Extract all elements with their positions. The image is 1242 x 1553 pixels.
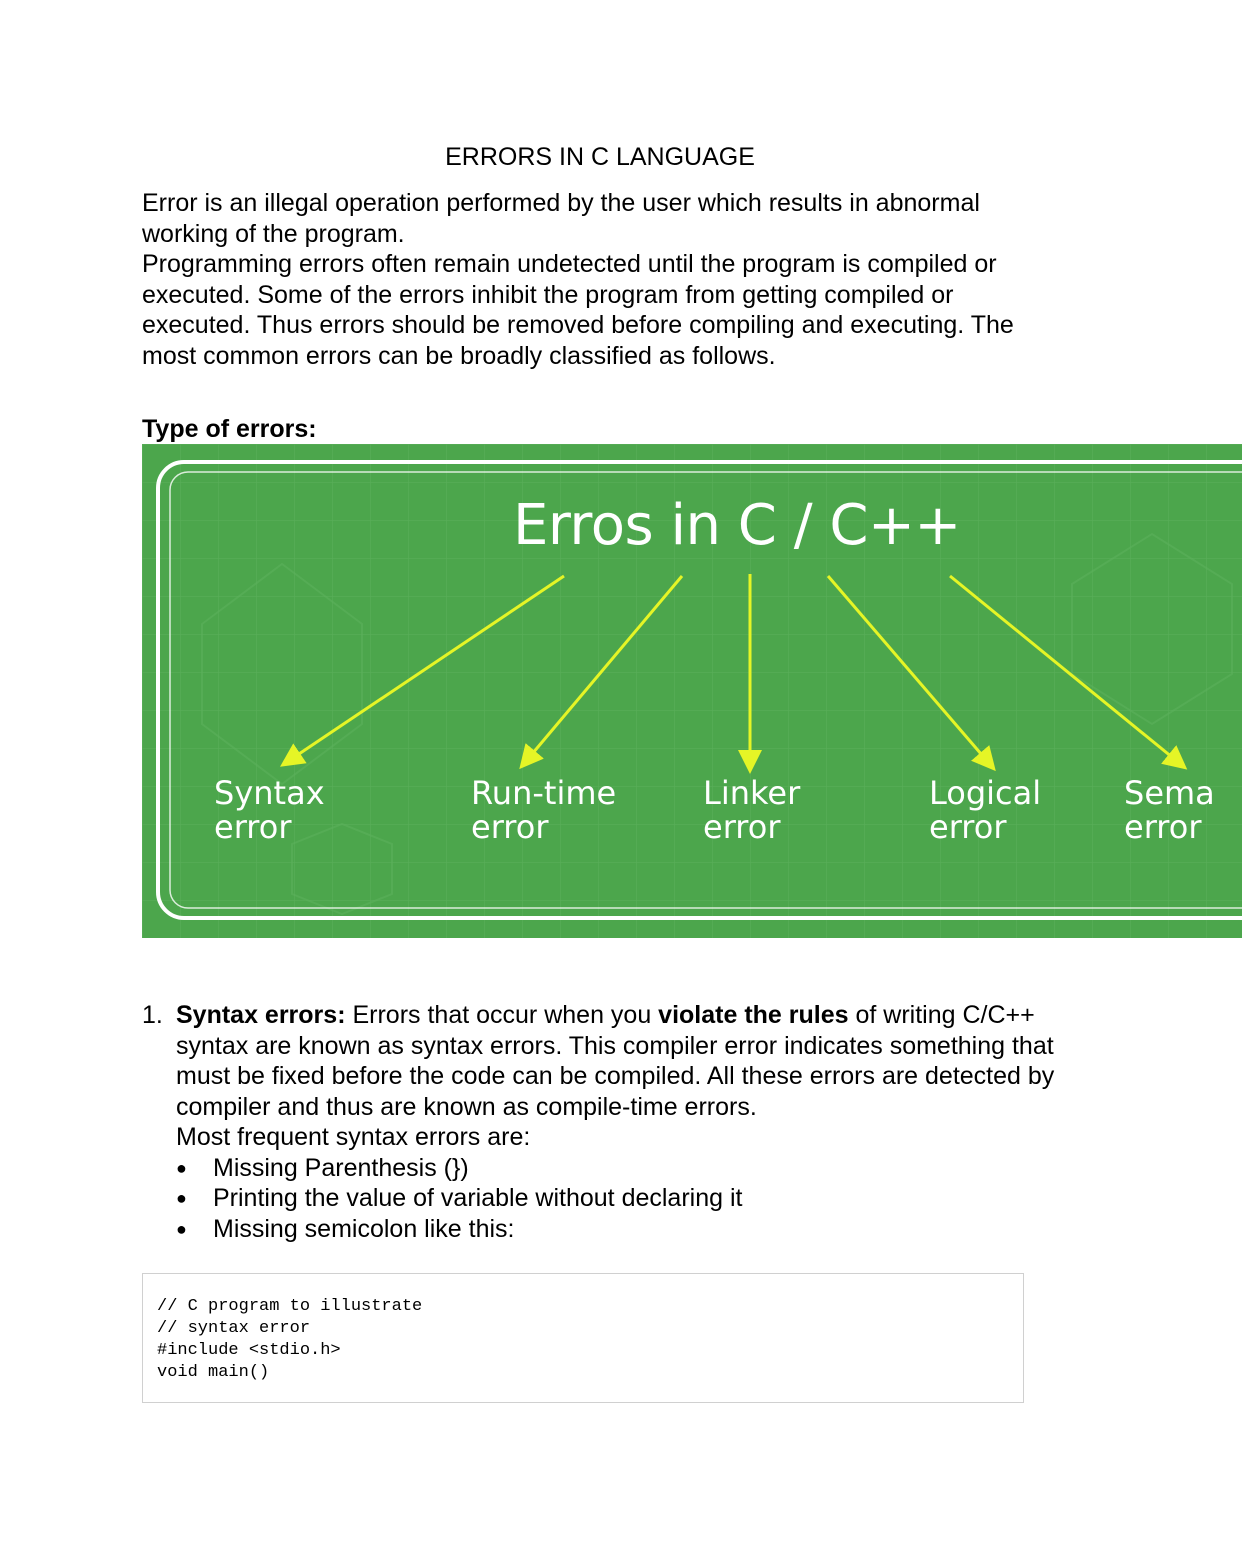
bullet-text: Printing the value of variable without declaring it (213, 1184, 743, 1212)
bullet-icon: ● (176, 1157, 187, 1178)
label-line2: error (703, 808, 781, 846)
code-block (142, 1273, 1024, 1403)
description-part-a: Errors that occur when you (345, 1001, 659, 1029)
code-line: void main() (157, 1363, 270, 1382)
bullet-item (176, 1214, 1062, 1245)
label-line1: Logical (929, 774, 1042, 812)
syntax-errors-description (176, 1000, 1062, 1122)
types-heading: Type of errors: (142, 415, 317, 443)
error-types-list (142, 1000, 1062, 1244)
label-semantic-error (1124, 776, 1215, 844)
code-line: // syntax error (157, 1319, 311, 1338)
document-title: ERRORS IN C LANGUAGE (445, 143, 755, 171)
label-line2: error (471, 808, 549, 846)
code-line: // C program to illustrate (157, 1297, 423, 1316)
label-line2: error (1124, 808, 1202, 846)
label-syntax-error (214, 776, 325, 844)
bullet-icon: ● (176, 1188, 187, 1208)
label-runtime-error (471, 776, 616, 844)
label-line1: Run-time (471, 774, 617, 812)
frequent-errors-heading: Most frequent syntax errors are: (176, 1123, 531, 1151)
description-emphasis: violate the rules (658, 1001, 849, 1029)
bullet-item (176, 1153, 1062, 1184)
syntax-errors-term: Syntax errors: (176, 1001, 346, 1029)
label-line1: Syntax (214, 774, 325, 812)
description-part-b: of writing C/C++ syntax are known as syntax errors. This compiler error indicates something that must be fixed before the code can be compiled. All these errors are detected by compiler and thus are known as compile-time errors. (176, 1001, 1055, 1121)
bullet-text: Missing semicolon like this: (213, 1214, 515, 1243)
list-item-syntax-errors (176, 1000, 1062, 1244)
label-linker-error (703, 776, 800, 844)
bullet-item (176, 1183, 1062, 1214)
bullet-icon: ● (176, 1218, 187, 1239)
list-number: 1. (142, 1001, 163, 1029)
label-line1: Sema (1124, 774, 1215, 812)
code-line: #include <stdio.h> (157, 1341, 341, 1360)
errors-diagram (142, 444, 1242, 938)
intro-paragraph-1: Error is an illegal operation performed by the user which results in abnormal working of the program. (142, 189, 980, 248)
bullet-text: Missing Parenthesis (}) (213, 1153, 469, 1182)
label-line2: error (214, 808, 292, 846)
label-line2: error (929, 808, 1007, 846)
label-logical-error (929, 776, 1041, 844)
label-line1: Linker (703, 774, 801, 812)
diagram-title: Erros in C / C++ (513, 493, 961, 558)
intro-paragraph-2: Programming errors often remain undetected until the program is compiled or executed. Some of the errors inhibit the program from getting compiled or executed. Thus errors should be removed before compiling and executing. The most common errors can be broadly classified as follows. (142, 250, 1014, 370)
